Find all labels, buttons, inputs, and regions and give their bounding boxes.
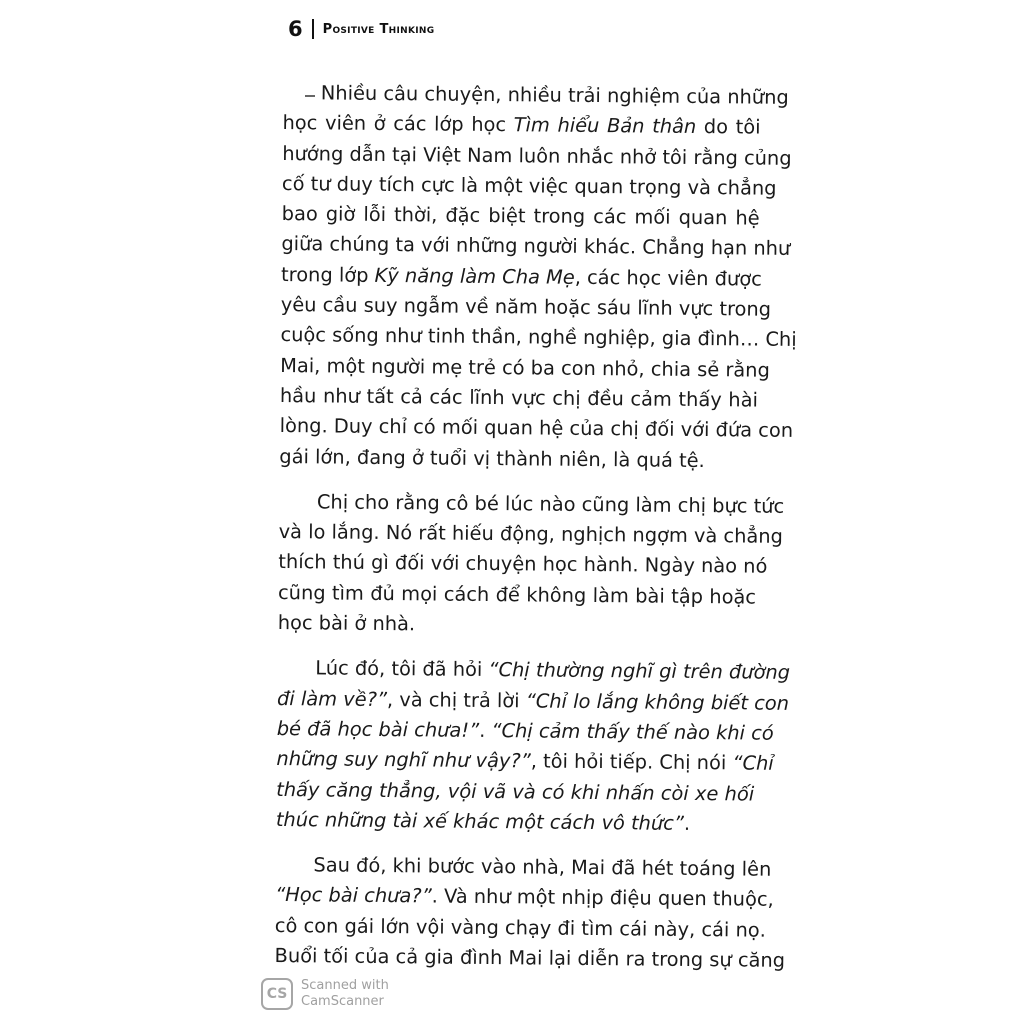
italic-text: “Chỉ lo lắng không biết con — [525, 689, 790, 715]
text-line — [278, 547, 768, 582]
text-line — [280, 320, 797, 355]
page-number: 6 — [288, 17, 303, 41]
text-run: học bài ở nhà. — [277, 611, 416, 636]
text-line — [278, 578, 756, 613]
running-title: Positive Thinking — [322, 21, 435, 37]
italic-text: “Chị cảm thấy thế nào khi có — [491, 718, 774, 745]
text-run: gái lớn, đang ở tuổi vị thành niên, là quá tệ. — [279, 444, 705, 472]
text-line — [281, 229, 791, 264]
italic-text: bé đã học bài chưa!” — [276, 716, 480, 742]
text-run: lòng. Duy chỉ có mối quan hệ của chị đối với đứa con — [279, 414, 794, 443]
camscanner-watermark — [261, 978, 389, 1010]
text-run: Sau đó, khi bước vào nhà, Mai đã hét toáng lên — [313, 853, 772, 881]
paragraph — [279, 78, 797, 476]
text-run: học viên ở các lớp học — [282, 111, 514, 137]
text-run: , các học viên được — [574, 265, 762, 291]
text-line — [276, 714, 774, 749]
page-header — [288, 17, 434, 41]
text-run: giữa chúng ta với những người khác. Chẳng hạn như — [281, 232, 791, 261]
text-line — [277, 653, 791, 688]
body-text — [274, 78, 797, 976]
italic-text: đi làm về?” — [276, 686, 388, 711]
text-line — [276, 805, 754, 840]
watermark-line-1: Scanned with — [301, 978, 389, 993]
italic-text: “Học bài chưa?” — [275, 883, 432, 908]
camscanner-logo-icon: CS — [261, 978, 293, 1010]
text-line — [280, 381, 758, 416]
text-line — [282, 108, 760, 143]
paragraph — [277, 487, 785, 643]
text-line — [275, 850, 772, 885]
text-line — [274, 911, 766, 946]
italic-text: những suy nghĩ như vậy?” — [276, 747, 531, 773]
text-run: yêu cầu suy ngẫm về năm hoặc sáu lĩnh vực trong — [280, 293, 772, 321]
italic-text: “Chỉ — [732, 751, 774, 775]
italic-text: “Chị thường nghĩ gì trên đường — [488, 658, 791, 685]
text-line — [280, 351, 770, 386]
paragraph — [275, 653, 791, 839]
text-run: Lúc đó, tôi đã hỏi — [315, 656, 489, 682]
paragraph — [274, 850, 786, 976]
text-run: Mai, một người mẹ trẻ có ba con nhỏ, chia sẻ rằng — [280, 353, 770, 382]
text-run: Chị cho rằng cô bé lúc nào cũng làm chị bực tức — [316, 490, 785, 518]
text-run: hướng dẫn tại Việt Nam luôn nhắc nhở tôi rằng củng — [282, 141, 792, 170]
text-line — [275, 880, 774, 915]
text-run: do tôi — [696, 115, 761, 139]
text-run: , tôi hỏi tiếp. Chị nói — [530, 749, 733, 775]
text-run: và lo lắng. Nó rất hiếu động, nghịch ngợm và chẳng — [278, 520, 784, 548]
text-run: cuộc sống như tinh thần, nghề nghiệp, gia đình… Chị — [280, 323, 797, 352]
italic-text: thấy căng thẳng, vội vã và có khi nhấn còi xe hối — [276, 777, 755, 806]
italic-text: Tìm hiểu Bản thân — [513, 113, 697, 139]
text-run: Nhiều câu chuyện, nhiều trải nghiệm của những — [320, 81, 789, 109]
text-line — [282, 199, 760, 234]
text-line — [283, 78, 789, 113]
italic-text: thúc những tài xế khác một cách vô thức” — [275, 807, 685, 835]
italic-text: Kỹ năng làm Cha Mẹ — [374, 263, 575, 289]
header-divider — [312, 19, 314, 39]
text-line — [281, 169, 777, 204]
text-line — [282, 139, 792, 174]
text-line — [278, 517, 784, 552]
text-line — [276, 744, 774, 779]
text-run: . — [479, 718, 492, 742]
watermark-text — [301, 978, 389, 1010]
text-run: cô con gái lớn vội vàng chạy đi tìm cái này, cái nọ. — [274, 913, 766, 942]
text-run: hầu như tất cả các lĩnh vực chị đều cảm thấy hài — [279, 383, 759, 412]
text-line — [278, 608, 756, 643]
text-line — [281, 260, 762, 295]
text-run: trong lớp — [281, 262, 375, 287]
text-run: Buổi tối của cả gia đình Mai lại diễn ra trong sự căng — [274, 943, 786, 972]
text-line — [279, 442, 757, 477]
text-run: . Và như một nhịp điệu quen thuộc, — [431, 884, 774, 912]
text-line — [280, 290, 772, 325]
text-run: , và chị trả lời — [386, 687, 526, 712]
text-run: . — [683, 811, 691, 835]
text-run: thích thú gì đối với chuyện học hành. Ngày nào nó — [278, 550, 768, 579]
text-line — [276, 684, 790, 719]
text-line — [279, 411, 794, 446]
text-run: cũng tìm đủ mọi cách để không làm bài tập hoặc — [277, 580, 757, 609]
watermark-line-2: CamScanner — [301, 994, 384, 1009]
text-line — [276, 774, 754, 809]
text-line — [274, 941, 786, 976]
text-run: bao giờ lỗi thời, đặc biệt trong các mối quan hệ — [281, 202, 760, 230]
text-run: cố tư duy tích cực là một việc quan trọng và chẳng — [281, 171, 777, 200]
text-line — [279, 487, 785, 522]
